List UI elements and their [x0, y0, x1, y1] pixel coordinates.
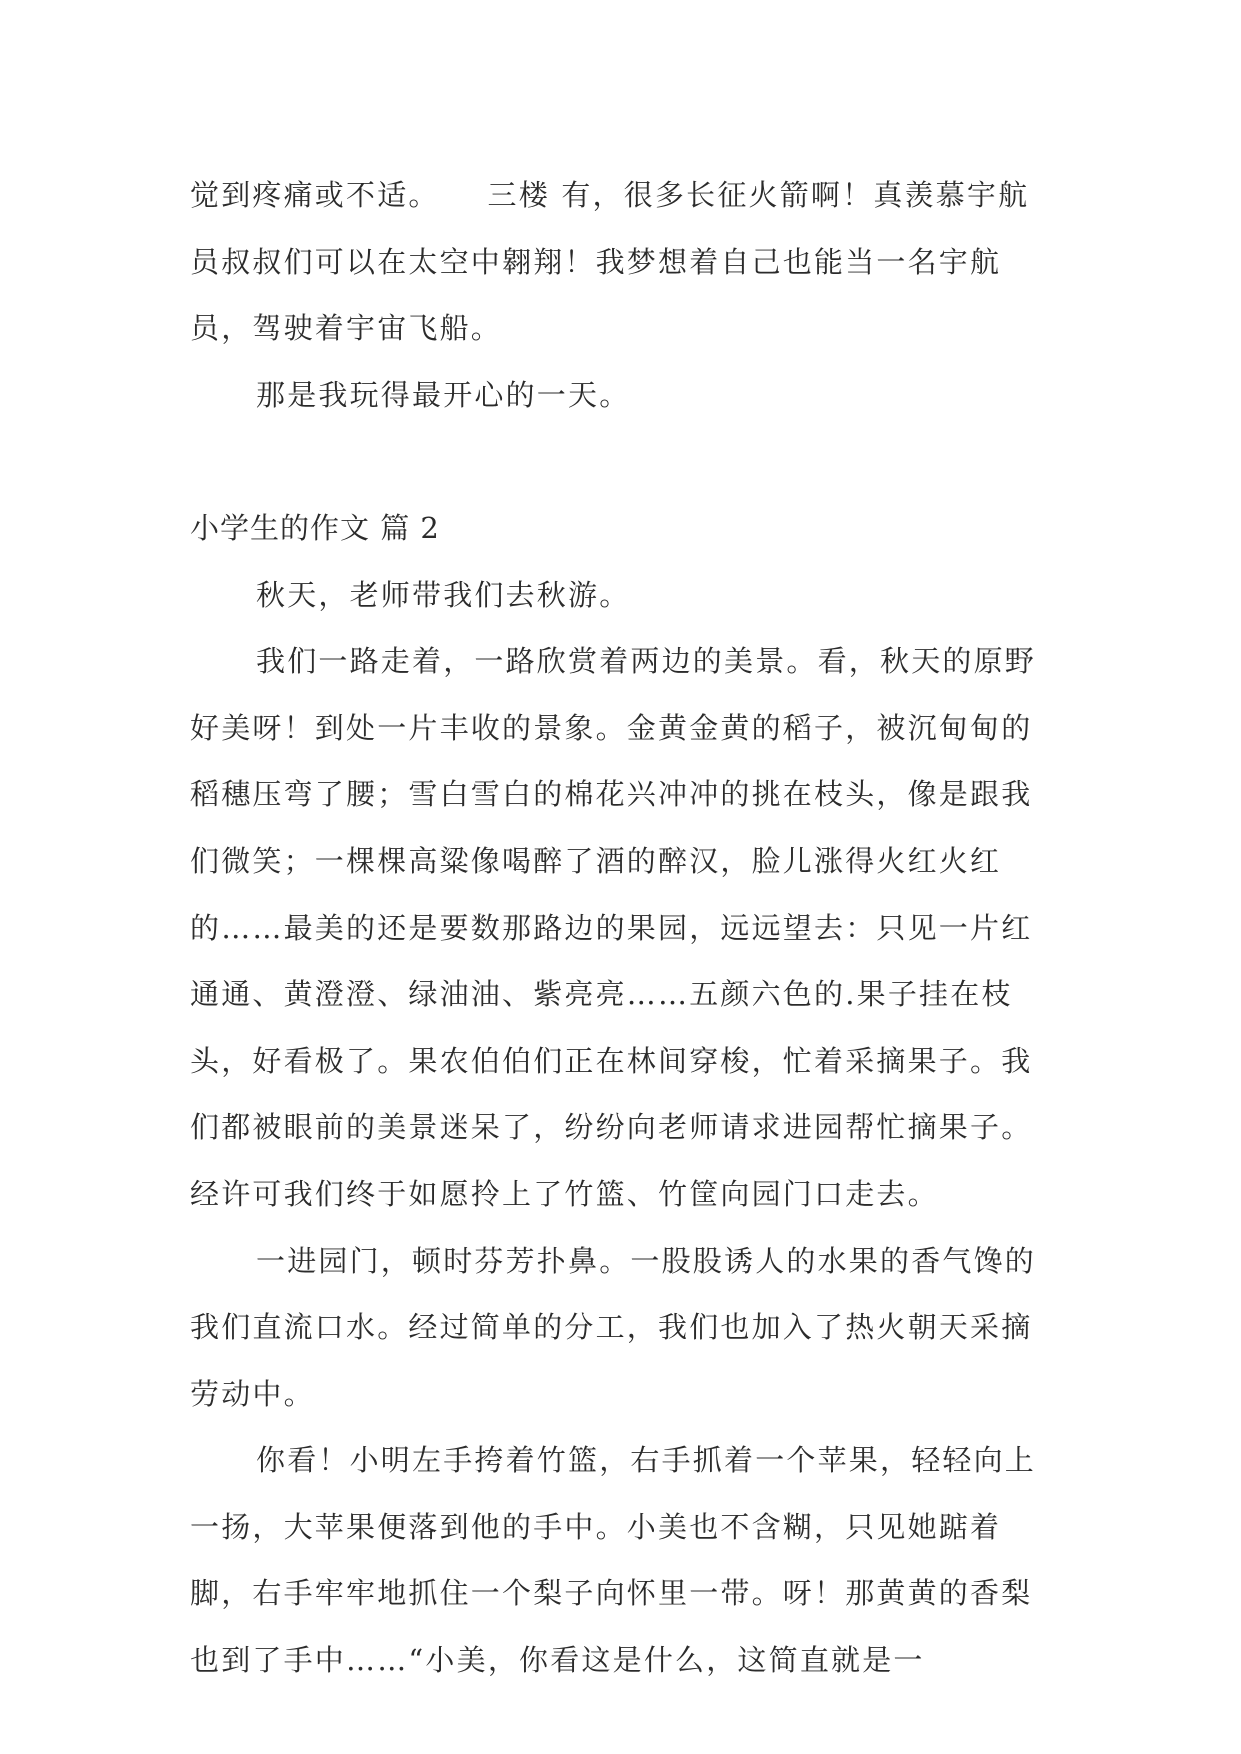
- paragraph-continued: 觉到疼痛或不适。 三楼 有，很多长征火箭啊！真羡慕宇航员叔叔们可以在太空中翱翔！我梦想着自己也能当一名宇航员，驾驶着宇宙飞船。: [190, 178, 1030, 346]
- section-gap: [190, 428, 1055, 495]
- document-body: [190, 162, 1055, 1694]
- section-title: 小学生的作文 篇 2: [190, 510, 440, 545]
- paragraph: 你看！小明左手挎着竹篮，右手抓着一个苹果，轻轻向上一扬，大苹果便落到他的手中。小美也不含糊，只见她踮着脚，右手牢牢地抓住一个梨子向怀里一带。呀！那黄黄的香梨也到了手中……“小美，你看这是什么，这简直就是一: [190, 1443, 1037, 1678]
- paragraph: 秋天，老师带我们去秋游。: [256, 577, 631, 612]
- paragraph: 一进园门，顿时芬芳扑鼻。一股股诱人的水果的香气馋的我们直流口水。经过简单的分工，我们也加入了热火朝天采摘劳动中。: [190, 1243, 1037, 1411]
- paragraph: 我们一路走着，一路欣赏着两边的美景。看，秋天的原野好美呀！到处一片丰收的景象。金黄金黄的稻子，被沉甸甸的稻穗压弯了腰；雪白雪白的棉花兴冲冲的挑在枝头，像是跟我们微笑；一棵棵高粱像喝醉了酒的醉汉，脸儿涨得火红火红的……最美的还是要数那路边的果园，远远望去：只见一片红通通、黄澄澄、绿油油、紫亮亮……五颜六色的.果子挂在枝头，好看极了。果农伯伯们正在林间穿梭，忙着采摘果子。我们都被眼前的美景迷呆了，纷纷向老师请求进园帮忙摘果子。经许可我们终于如愿拎上了竹篮、竹筐向园门口走去。: [190, 644, 1037, 1211]
- paragraph-closing: 那是我玩得最开心的一天。: [256, 377, 631, 412]
